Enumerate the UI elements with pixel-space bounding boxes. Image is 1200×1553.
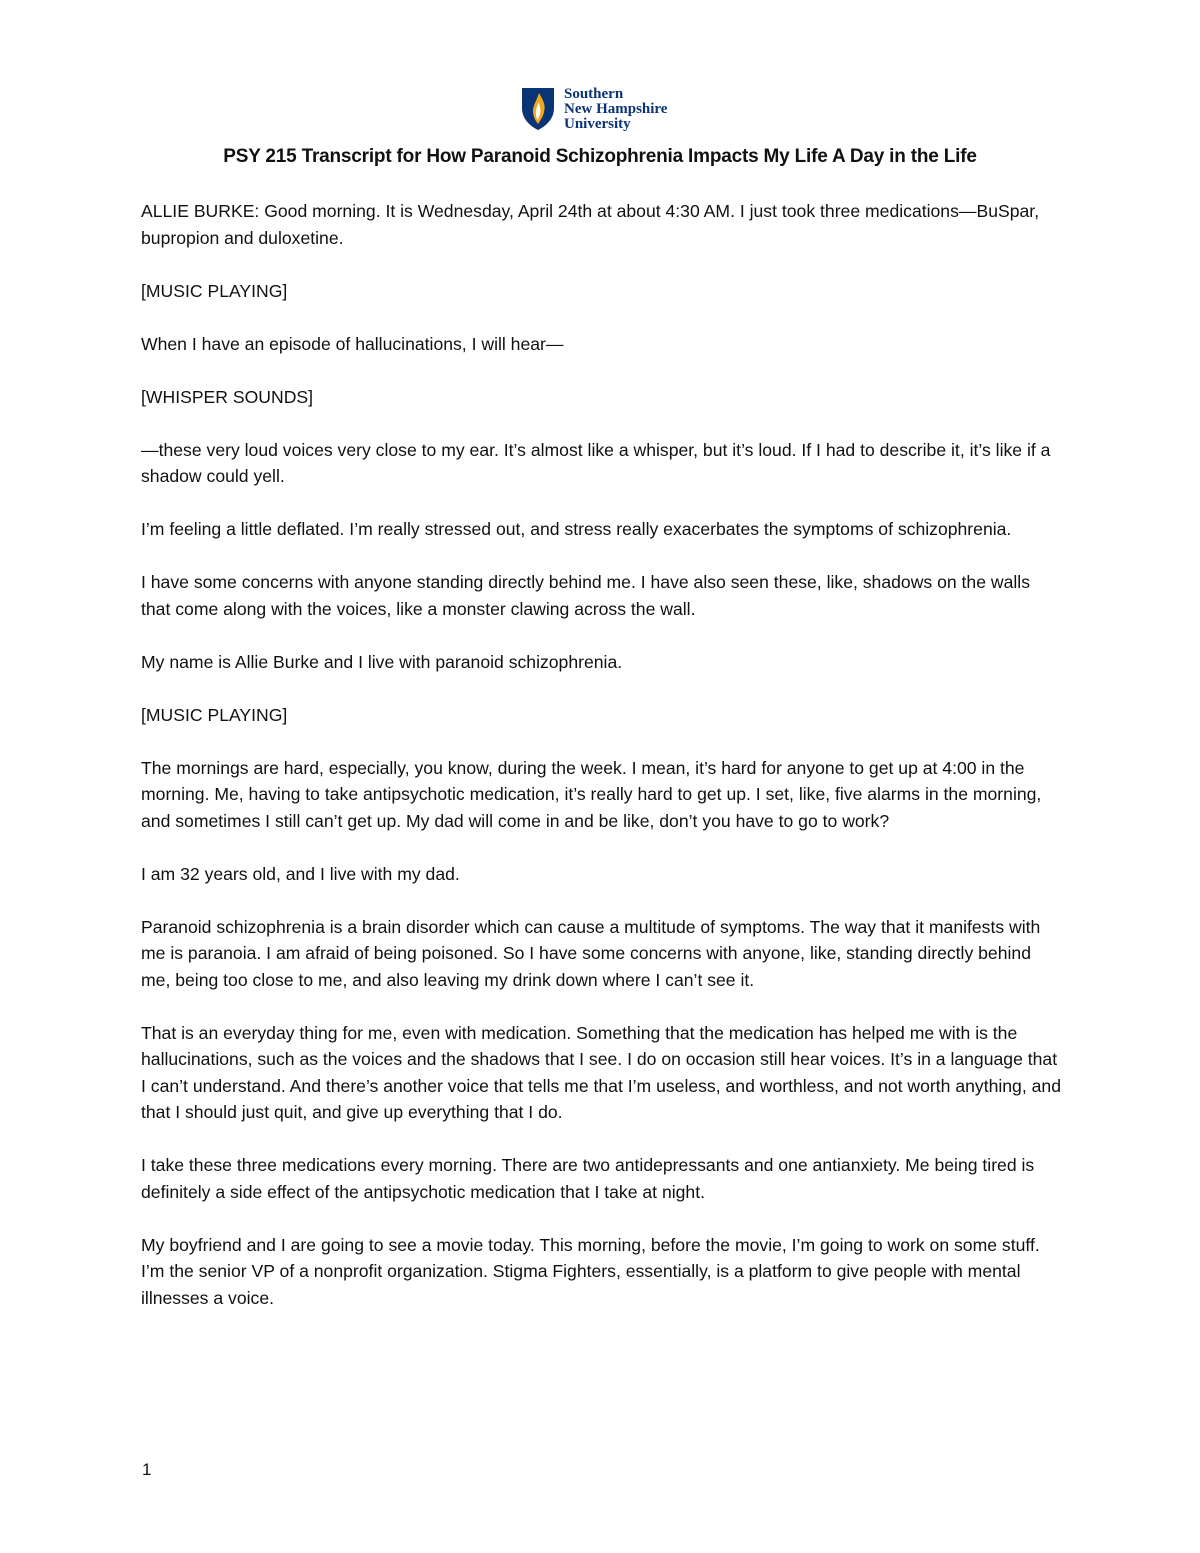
page-number: 1 — [142, 1460, 152, 1479]
transcript-paragraph: I am 32 years old, and I live with my dad. — [141, 863, 460, 884]
transcript-paragraph: I’m feeling a little deflated. I’m really stressed out, and stress really exacerbates the symptoms of schizophrenia. — [141, 519, 1012, 539]
transcript-paragraph: The mornings are hard, especially, you know, during the week. I mean, it’s hard for anyone to get up at 4:00 in the morning. Me, having to take antipsychotic medication, it’s really hard to get up. I set, like, five alarms in the morning, and sometimes I still can’t get up. My dad will come in and be like, don’t you have to go to work? — [141, 757, 1042, 831]
transcript-paragraph: When I have an episode of hallucinations, I will hear— — [141, 333, 564, 354]
logo-wordmark — [564, 87, 667, 132]
university-logo — [520, 84, 690, 134]
transcript-paragraph: Paranoid schizophrenia is a brain disorder which can cause a multitude of symptoms. The way that it manifests with me is paranoia. I am afraid of being poisoned. So I have some concerns with anyone, like, standing directly behind me, being too close to me, and also leaving my drink down where I can’t see it. — [141, 916, 1041, 990]
transcript-paragraph: [MUSIC PLAYING] — [141, 704, 288, 725]
transcript-paragraph: My boyfriend and I are going to see a movie today. This morning, before the movie, I’m going to work on some stuff. I’m the senior VP of a nonprofit organization. Stigma Fighters, essentially, is a platform to give people with mental illnesses a voice. — [141, 1234, 1040, 1308]
transcript-paragraph: —these very loud voices very close to my ear. It’s almost like a whisper, but it’s loud. If I had to describe it, it’s like if a shadow could yell. — [141, 439, 1051, 486]
transcript-paragraph: I have some concerns with anyone standing directly behind me. I have also seen these, like, shadows on the walls that come along with the voices, like a monster clawing across the wall. — [141, 572, 1030, 619]
transcript-paragraph: ALLIE BURKE: Good morning. It is Wednesday, April 24th at about 4:30 AM. I just took three medications—BuSpar, bupropion and duloxetine. — [141, 201, 1040, 248]
logo-line-1: Southern — [564, 85, 624, 102]
flame-shield-icon — [520, 86, 556, 132]
transcript-paragraph: That is an everyday thing for me, even with medication. Something that the medication has helped me with is the hallucinations, such as the voices and the shadows that I see. I do on occasion still hear voices. It’s in a language that I can’t understand. And there’s another voice that tells me that I’m useless, and worthless, and not worth anything, and that I should just quit, and give up everything that I do. — [141, 1022, 1061, 1122]
transcript-paragraph: My name is Allie Burke and I live with paranoid schizophrenia. — [141, 651, 623, 672]
logo-line-3: University — [564, 115, 631, 132]
transcript-paragraph: I take these three medications every morning. There are two antidepressants and one antianxiety. Me being tired is definitely a side effect of the antipsychotic medication that I take at night. — [141, 1155, 1035, 1202]
transcript-paragraph: [WHISPER SOUNDS] — [141, 386, 314, 407]
transcript-body — [141, 198, 1063, 1338]
transcript-paragraph: [MUSIC PLAYING] — [141, 280, 288, 301]
document-title: PSY 215 Transcript for How Paranoid Schizophrenia Impacts My Life A Day in the Life — [223, 146, 977, 167]
logo-line-2: New Hampshire — [564, 100, 668, 117]
